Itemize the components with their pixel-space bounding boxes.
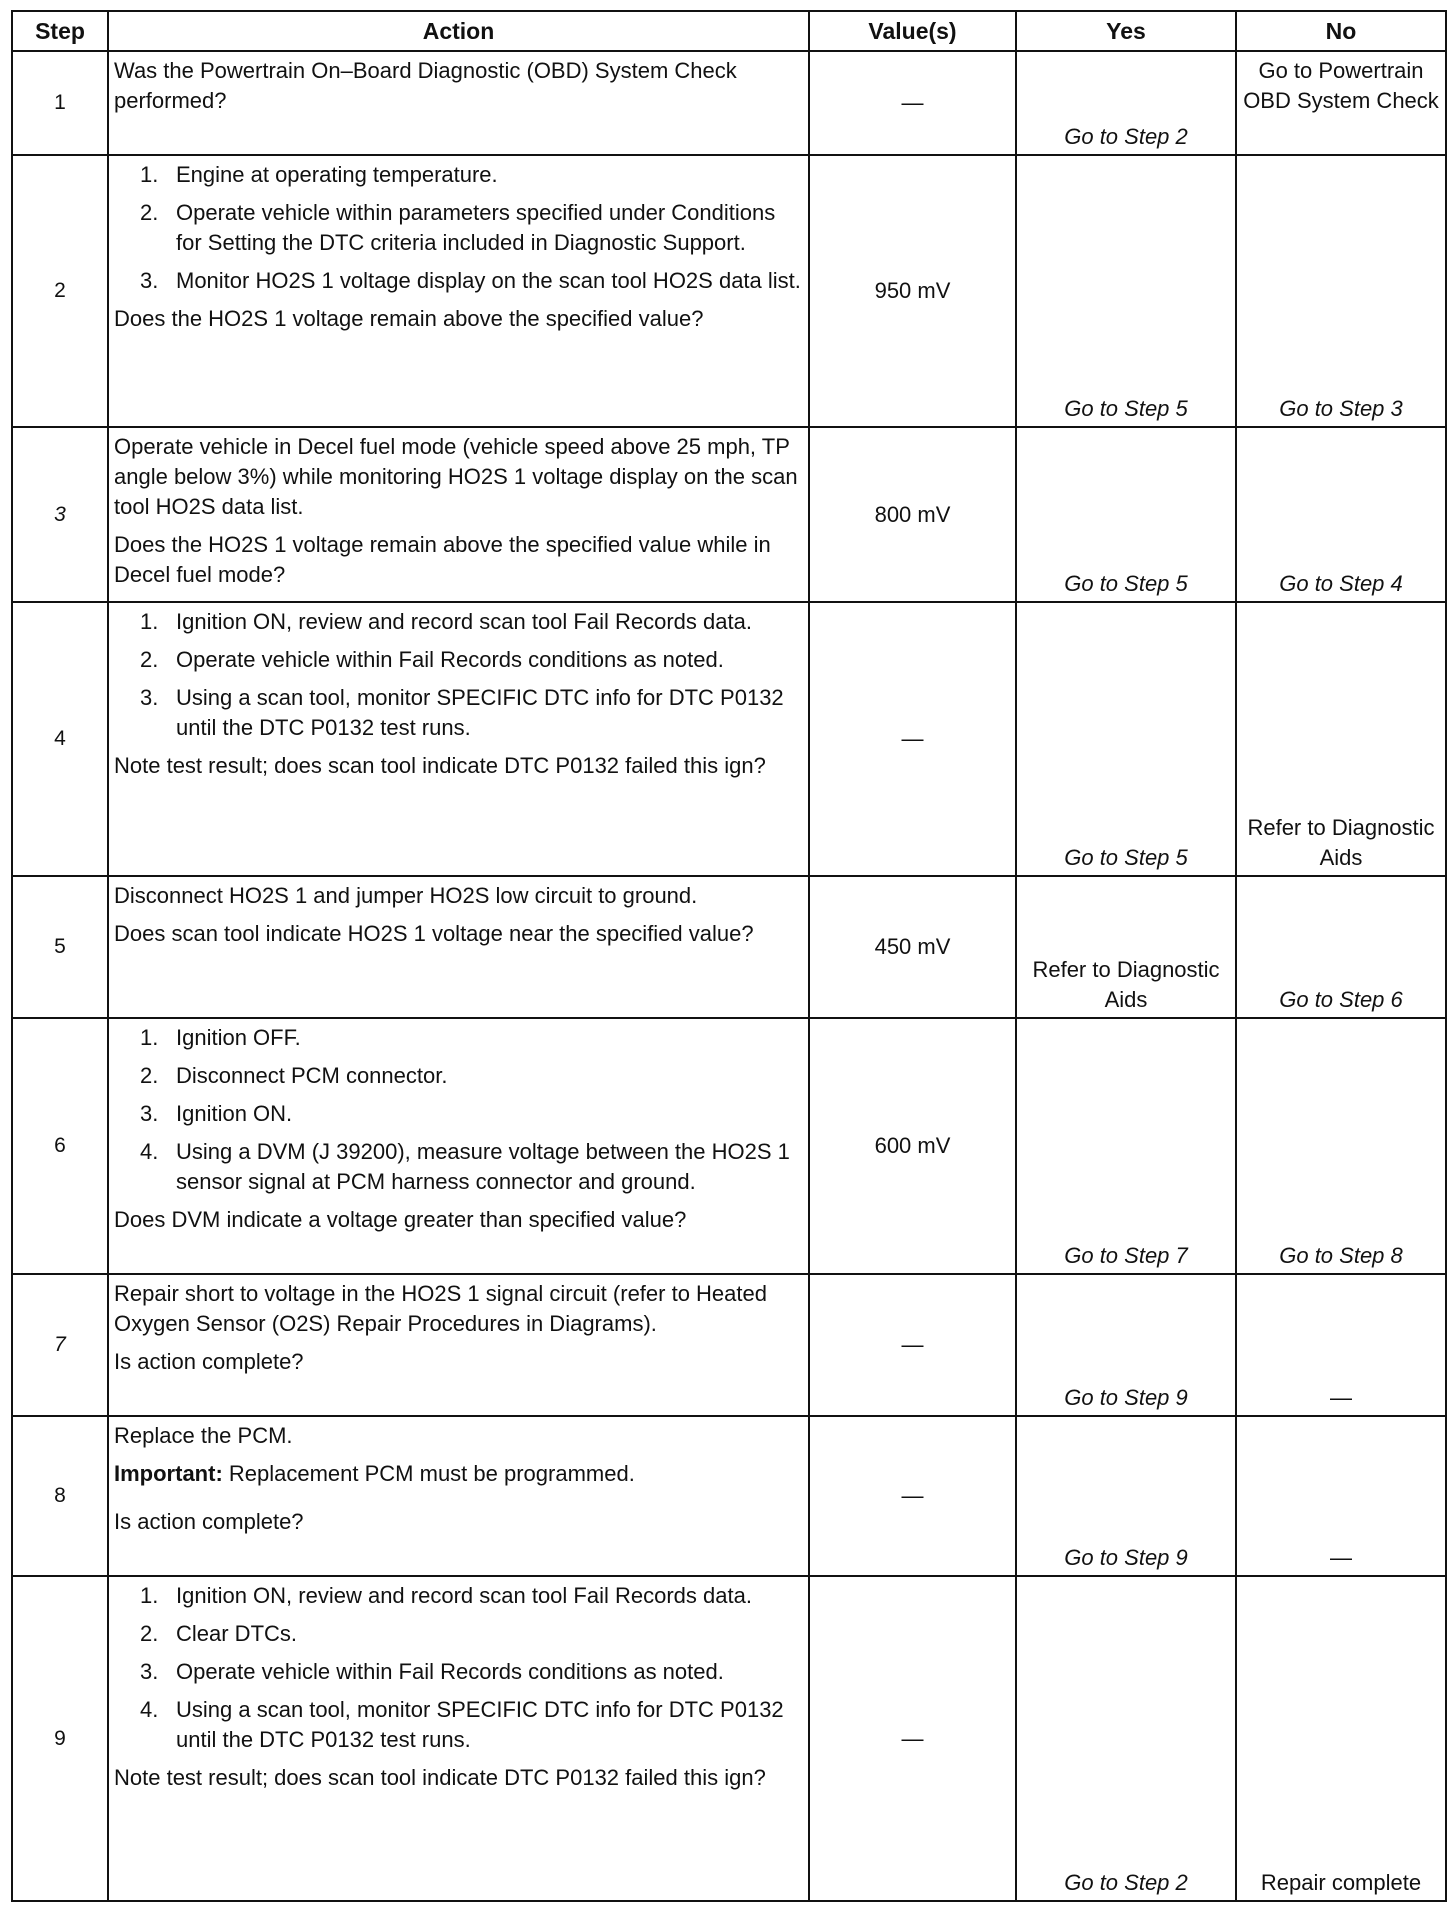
- yes-cell: Go to Step 2: [1016, 51, 1236, 155]
- step-number: 1: [12, 51, 108, 155]
- yes-cell: Go to Step 7: [1016, 1018, 1236, 1274]
- list-item: 4. Using a DVM (J 39200), measure voltage between the HO2S 1 sensor signal at PCM harness connector and ground.: [140, 1139, 790, 1194]
- important-note: [114, 1459, 804, 1489]
- list-item: 1. Ignition ON, review and record scan tool Fail Records data.: [140, 609, 752, 634]
- value-cell: [809, 1416, 1016, 1576]
- action-question: Does scan tool indicate HO2S 1 voltage near the specified value?: [114, 921, 754, 946]
- no-cell: —: [1236, 1416, 1446, 1576]
- value-cell: [809, 602, 1016, 876]
- action-question: Note test result; does scan tool indicate DTC P0132 failed this ign?: [114, 1765, 766, 1790]
- action-question: Does the HO2S 1 voltage remain above the specified value?: [114, 306, 704, 331]
- action-cell: [108, 427, 809, 602]
- yes-cell: Go to Step 5: [1016, 602, 1236, 876]
- important-text: Replacement PCM must be programmed.: [222, 1461, 635, 1486]
- table-row: [12, 1018, 1446, 1274]
- action-question: Is action complete?: [114, 1349, 304, 1374]
- value-text: 600 mV: [874, 1133, 951, 1158]
- no-cell: Go to Step 8: [1236, 1018, 1446, 1274]
- header-no: No: [1236, 11, 1446, 51]
- value-cell: [809, 876, 1016, 1018]
- list-item: 3. Ignition ON.: [140, 1101, 293, 1126]
- table-row: [12, 1576, 1446, 1901]
- header-step: Step: [12, 11, 108, 51]
- action-cell: [108, 1416, 809, 1576]
- value-text: 450 mV: [874, 934, 951, 959]
- step-number: 6: [12, 1018, 108, 1274]
- list-item: 1. Ignition OFF.: [140, 1025, 301, 1050]
- list-item: 2. Operate vehicle within Fail Records conditions as noted.: [140, 647, 724, 672]
- value-cell: [809, 427, 1016, 602]
- step-number: 8: [12, 1416, 108, 1576]
- action-list: [114, 1023, 804, 1197]
- yes-cell: Go to Step 5: [1016, 155, 1236, 427]
- important-label: Important:: [114, 1461, 223, 1486]
- action-paragraph: Operate vehicle in Decel fuel mode (vehicle speed above 25 mph, TP angle below 3%) while monitoring HO2S 1 voltage display on the scan tool HO2S data list.: [114, 434, 798, 519]
- no-cell: Refer to Diagnostic Aids: [1236, 602, 1446, 876]
- table-row: [12, 1274, 1446, 1416]
- table-row: [12, 876, 1446, 1018]
- list-item: 1. Engine at operating temperature.: [140, 162, 498, 187]
- action-question: Does the HO2S 1 voltage remain above the specified value while in Decel fuel mode?: [114, 532, 771, 587]
- value-cell: [809, 1018, 1016, 1274]
- action-list: [114, 607, 804, 743]
- value-text: —: [901, 726, 924, 751]
- yes-cell: Go to Step 9: [1016, 1274, 1236, 1416]
- value-text: —: [901, 1483, 924, 1508]
- table-row: [12, 427, 1446, 602]
- action-cell: [108, 1018, 809, 1274]
- value-cell: [809, 51, 1016, 155]
- action-cell: [108, 1274, 809, 1416]
- step-number: 5: [12, 876, 108, 1018]
- action-cell: [108, 602, 809, 876]
- action-paragraph: Replace the PCM.: [114, 1423, 293, 1448]
- no-cell: Repair complete: [1236, 1576, 1446, 1901]
- action-paragraph: Disconnect HO2S 1 and jumper HO2S low circuit to ground.: [114, 883, 698, 908]
- list-item: 1. Ignition ON, review and record scan tool Fail Records data.: [140, 1583, 752, 1608]
- step-number: 2: [12, 155, 108, 427]
- header-values: Value(s): [809, 11, 1016, 51]
- list-item: 3. Using a scan tool, monitor SPECIFIC DTC info for DTC P0132 until the DTC P0132 test runs.: [140, 685, 784, 740]
- action-question: Is action complete?: [114, 1509, 304, 1534]
- header-yes: Yes: [1016, 11, 1236, 51]
- step-number: 3: [12, 427, 108, 602]
- list-item: 2. Clear DTCs.: [140, 1621, 298, 1646]
- value-cell: [809, 1576, 1016, 1901]
- value-text: —: [901, 1725, 924, 1751]
- action-cell: [108, 155, 809, 427]
- step-number: 9: [12, 1576, 108, 1901]
- list-item: 3. Monitor HO2S 1 voltage display on the scan tool HO2S data list.: [140, 268, 801, 293]
- header-row: [12, 11, 1446, 51]
- yes-cell: Go to Step 5: [1016, 427, 1236, 602]
- value-text: 950 mV: [874, 278, 951, 303]
- header-action: Action: [108, 11, 809, 51]
- list-item: 2. Operate vehicle within parameters specified under Conditions for Setting the DTC criteria included in Diagnostic Support.: [140, 200, 776, 255]
- step-number: 7: [12, 1274, 108, 1416]
- action-cell: [108, 51, 809, 155]
- yes-cell: Go to Step 2: [1016, 1576, 1236, 1901]
- table-row: [12, 51, 1446, 155]
- action-question: Does DVM indicate a voltage greater than specified value?: [114, 1207, 687, 1232]
- action-cell: [108, 1576, 809, 1901]
- action-question: Note test result; does scan tool indicate DTC P0132 failed this ign?: [114, 753, 766, 778]
- no-cell: —: [1236, 1274, 1446, 1416]
- step-number: 4: [12, 602, 108, 876]
- table-row: [12, 155, 1446, 427]
- no-cell: Go to Step 6: [1236, 876, 1446, 1018]
- list-item: 3. Operate vehicle within Fail Records conditions as noted.: [140, 1659, 724, 1684]
- action-cell: [108, 876, 809, 1018]
- yes-cell: Refer to Diagnostic Aids: [1016, 876, 1236, 1018]
- yes-cell: Go to Step 9: [1016, 1416, 1236, 1576]
- action-list: [114, 1581, 804, 1755]
- action-question: Was the Powertrain On–Board Diagnostic (OBD) System Check performed?: [114, 58, 737, 113]
- value-text: —: [901, 1332, 924, 1357]
- no-cell: Go to Step 3: [1236, 155, 1446, 427]
- action-paragraph: Repair short to voltage in the HO2S 1 signal circuit (refer to Heated Oxygen Sensor (O2S) Repair Procedures in Diagrams).: [114, 1281, 767, 1336]
- no-cell: Go to Powertrain OBD System Check: [1236, 51, 1446, 155]
- table-row: [12, 602, 1446, 876]
- value-cell: [809, 155, 1016, 427]
- value-text: —: [901, 90, 924, 115]
- action-list: [114, 160, 804, 296]
- value-text: 800 mV: [874, 501, 951, 527]
- diagnostic-table: [11, 10, 1447, 1902]
- table-row: [12, 1416, 1446, 1576]
- no-cell: Go to Step 4: [1236, 427, 1446, 602]
- value-cell: [809, 1274, 1016, 1416]
- list-item: 2. Disconnect PCM connector.: [140, 1063, 448, 1088]
- list-item: 4. Using a scan tool, monitor SPECIFIC DTC info for DTC P0132 until the DTC P0132 test runs.: [140, 1697, 784, 1752]
